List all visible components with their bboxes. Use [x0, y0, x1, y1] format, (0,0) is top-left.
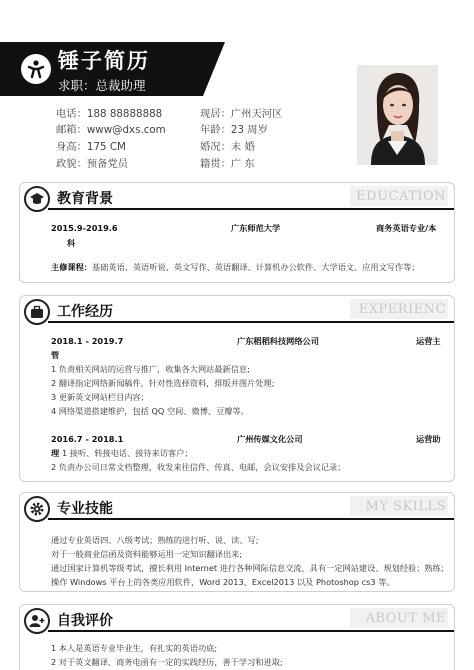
edu-courses: 基础英语、英语听说、英文写作、英语翻译、计算机办公软件、大学语文、应用文写作等；	[92, 262, 420, 272]
self-line: 1 本人是英语专业毕业生，有扎实的英语功底;	[51, 643, 218, 653]
skill-line: 操作 Windows 平台上的各类应用软件，Word 2013、Excel2013 以及 Photoshop cs3 等。	[51, 577, 395, 587]
section-title: 工作经历	[57, 304, 113, 320]
edu-major: 商务英语专业/本	[376, 223, 437, 233]
profile-photo	[357, 65, 438, 165]
edu-major-cont: 科	[67, 238, 76, 248]
info-marital: 婚况：未 婚	[200, 141, 255, 153]
section-title: 教育背景	[57, 191, 113, 207]
skill-line: 通过国家计算机等级考试，擅长利用 Internet 进行各种网际信息交流，具有一定网站建设、规划经验；熟练；	[51, 563, 449, 573]
edu-school: 广东师范大学	[231, 223, 281, 233]
graduation-cap-icon	[24, 186, 50, 212]
job-date: 2018.1 - 2019.7	[51, 336, 124, 346]
job-position-cont: 管	[51, 350, 60, 360]
user-plus-icon	[24, 608, 50, 634]
job-company: 广东稻稻科技网络公司	[237, 336, 319, 346]
edu-date: 2015.9-2019.6	[51, 223, 118, 233]
self-evaluation-section	[19, 604, 455, 670]
job-duty: 2 翻译指定网络新闻稿件，针对性选择资料，排版并图片处理;	[51, 378, 275, 388]
skill-line: 对于一般商业信函及资料能够运用一定知识翻译出来;	[51, 549, 243, 559]
resume-name: 锤子简历	[58, 49, 150, 73]
info-height: 身高：175 CM	[56, 141, 126, 153]
job-position: 运营主	[416, 336, 441, 346]
info-age: 年龄：23 周岁	[200, 124, 268, 136]
section-title-en: ABOUT ME	[365, 611, 446, 626]
info-politics: 政貌：预备党员	[56, 158, 129, 170]
info-email: 邮箱：www@dxs.com	[56, 124, 166, 136]
job-position-cont: 理	[51, 448, 60, 458]
job-duty: 4 网络渠道搭建维护，包括 QQ 空间、微博、豆瓣等。	[51, 406, 249, 416]
job-position: 运营助	[416, 434, 441, 444]
job-duty: 3 更新英文网站栏目内容；	[51, 392, 149, 402]
briefcase-icon	[24, 299, 50, 325]
info-phone: 电话：188 88888888	[56, 108, 163, 120]
job-duty: 1 负责相关网站的运营与推广，收集各大网站最新信息;	[51, 364, 250, 374]
edu-courses-label: 主修课程：	[51, 262, 92, 272]
job-duty: 2 负责办公司日常文档整理，收发来往信件、传真、电邮，会议安排及会议记录；	[51, 462, 346, 472]
job-company: 广州传媒文化公司	[237, 434, 303, 444]
self-line: 2 对于英文翻译、商务电函有一定的实践经历，善于学习和进取;	[51, 657, 283, 667]
logo-icon	[21, 54, 51, 84]
section-title: 自我评价	[57, 613, 113, 629]
education-section	[19, 182, 455, 283]
gear-icon	[24, 496, 50, 522]
section-title-en: EDUCATION	[356, 189, 446, 204]
info-native: 籍贯：广 东	[200, 158, 255, 170]
work-section	[19, 295, 455, 482]
skill-line: 通过专业英语四、八级考试；熟练的进行听、说、读、写;	[51, 535, 259, 545]
job-duty: 1 接听、转接电话、接待来访客户；	[62, 448, 193, 458]
section-title: 专业技能	[57, 501, 113, 517]
job-objective: 求职：总裁助理	[58, 78, 146, 93]
skills-section	[19, 492, 455, 592]
section-title-en: MY SKILLS	[365, 499, 446, 514]
section-title-en: EXPERIENC	[358, 302, 446, 317]
job-date: 2016.7 - 2018.1	[51, 434, 124, 444]
info-residence: 现居：广州天河区	[200, 108, 283, 120]
